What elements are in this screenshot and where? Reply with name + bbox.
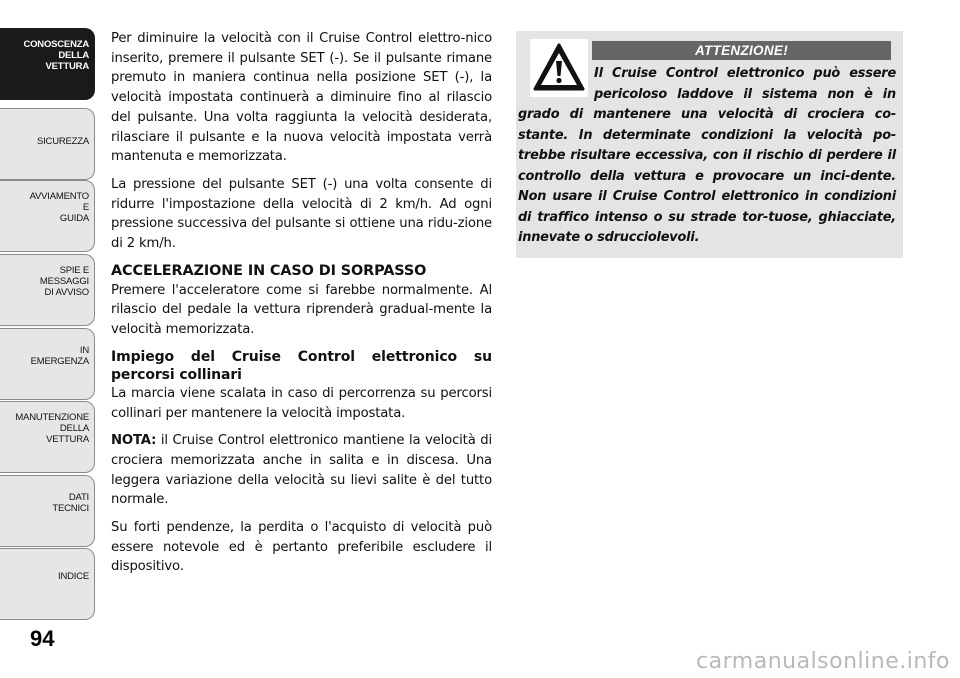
note-text: il Cruise Control elettronico mantiene la velocità di crociera memorizzata anche in salita e in discesa. Una leggera variazione della velocità su lievi salite è del tutto normale. xyxy=(111,433,492,508)
tab-spie-messaggi[interactable] xyxy=(0,254,95,326)
warning-text: Il Cruise Control elettronico può essere pericoloso laddove il sistema non è in grado di mantenere una velocità di crociera co-stante. In determinate condizioni la velocità po-trebbe risultare eccessiva, con il rischio di perdere il controllo della vettura e provocare un inci-dente. Non usare il Cruise Control elettronico in condizioni di traffico intenso o su strade tor-tuose, ghiacciate, innevate o sdrucciolevoli. xyxy=(518,66,896,245)
paragraph: La marcia viene scalata in caso di percorrenza su percorsi collinari per mantenere la velocità impostata. xyxy=(111,385,492,421)
warning-box xyxy=(516,31,903,258)
tab-in-emergenza[interactable] xyxy=(0,328,95,400)
tab-conoscenza-vettura[interactable] xyxy=(0,28,95,100)
tab-label: DATI TECNICI xyxy=(52,492,89,514)
tab-label: MANUTENZIONE DELLA VETTURA xyxy=(15,412,89,445)
tab-sicurezza[interactable] xyxy=(0,108,95,180)
page-number: 94 xyxy=(30,626,55,651)
tab-label: IN EMERGENZA xyxy=(30,345,89,367)
tab-label: CONOSCENZA DELLA VETTURA xyxy=(23,39,89,72)
note-paragraph xyxy=(111,431,492,510)
note-label: NOTA: xyxy=(111,433,157,449)
paragraph: La pressione del pulsante SET (-) una volta consente di ridurre l'impostazione della velocità di 2 km/h. Ad ogni pressione successiva del pulsante si ottiene una ridu-zione di 2 km/h. xyxy=(111,176,492,252)
tab-dati-tecnici[interactable] xyxy=(0,475,95,547)
paragraph: Per diminuire la velocità con il Cruise Control elettro-nico inserito, premere il pulsante SET (-). Se il pulsante rimane premuto in maniera continua nella posizione SET (-), la velocità impostata continuerà a diminuire fino al rilascio del pulsante. Una volta raggiunta la velocità desiderata, rilasciare il pulsante e la nuova velocità impostata verrà mantenuta e memorizzata. xyxy=(111,31,492,165)
warning-title: ATTENZIONE! xyxy=(592,41,891,60)
tab-label: INDICE xyxy=(58,571,89,582)
tab-manutenzione[interactable] xyxy=(0,401,95,473)
paragraph: Premere l'acceleratore come si farebbe normalmente. Al rilascio del pedale la vettura riprenderà gradual-mente la velocità memorizzata. xyxy=(111,282,492,338)
tab-label: AVVIAMENTO E GUIDA xyxy=(29,191,89,224)
section-heading: ACCELERAZIONE IN CASO DI SORPASSO xyxy=(111,262,427,279)
subsection-heading: Impiego del Cruise Control elettronico su percorsi collinari xyxy=(111,348,492,383)
watermark: carmanualsonline.info xyxy=(696,649,950,674)
main-text-column xyxy=(111,29,492,585)
paragraph: Su forti pendenze, la perdita o l'acquisto di velocità può essere notevole ed è pertanto preferibile escludere il dispositivo. xyxy=(111,520,492,575)
tab-label: SPIE E MESSAGGI DI AVVISO xyxy=(39,265,89,298)
tab-label: SICUREZZA xyxy=(36,136,89,147)
tab-indice[interactable] xyxy=(0,548,95,620)
tab-avviamento-guida[interactable] xyxy=(0,180,95,252)
